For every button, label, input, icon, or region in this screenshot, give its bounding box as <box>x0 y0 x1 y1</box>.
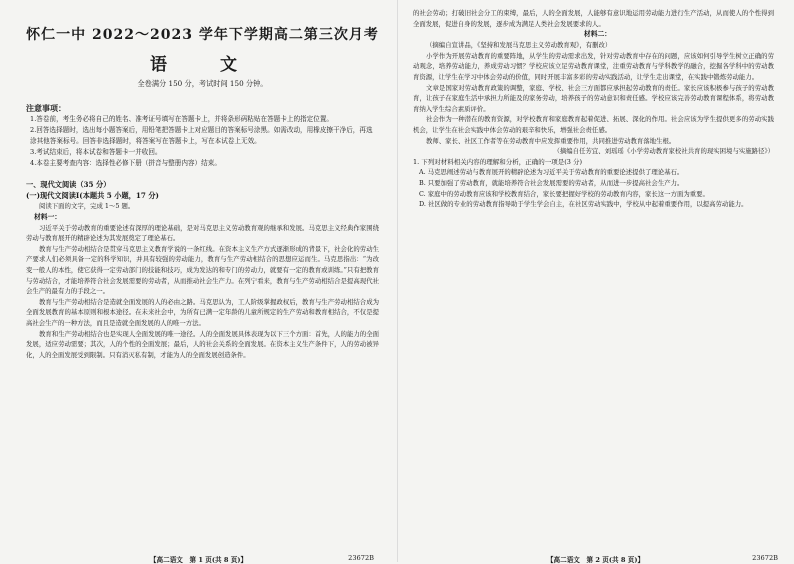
paragraph: 教育和生产劳动相结合也是实现人全面发展的唯一途径。人的全面发展具体表现为以下三个方面：首先，人的能力的全面发展，适应劳动需要；其次，人的个性的全面发展；最后，人的社会关系的全面发展。在资本主义生产条件下，人的劳动被异化，人的全面发展受到限制。只有消灭私有制，才能为人的全面发展创造条件。 <box>26 329 379 359</box>
option-c: C. 家庭中的劳动教育应该和学校教育结合，家长要把握好学校的劳动教育内容，家长这一方面为重要。 <box>419 189 709 198</box>
material-label: 材料一： <box>34 212 62 221</box>
page-1-code: 23672B <box>348 554 374 562</box>
paragraph: 教育与生产劳动相结合是贯穿马克思主义教育学说的一条红线。在资本主义生产方式逐渐形成的背景下，社会化的劳动生产要求人们必须具备一定的科学知识，并具有较强的劳动能力，教育与生产劳动相结合的思想应运而生。马克思指出：“为改变一般人的本性，使它获得一定劳动部门的技能和技巧，成为发达的和专门的劳动力，就要有一定的教育或训练。”只有把教育与劳动结合，才能培养符合社会发展需要的劳动者，从而推动社会生产力。在列宁看来，教育与生产劳动相结合是提高现代社会生产的最有力的手段之一。 <box>26 244 379 296</box>
option-d: D. 社区做的专业的劳动教育指导助于学生学会自主，在社区劳动实践中，学校从中起着重要作用，以提高劳动能力。 <box>419 200 748 209</box>
paragraph: 习近平关于劳动教育的重要论述有深厚的理论基础，是对马克思主义劳动教育观的继承和发展。马克思主义经典作家围绕劳动与教育展开的精辟论述为其发展奠定了理论基石。 <box>26 223 379 243</box>
score-note: 全卷满分 150 分，考试时间 150 分钟。 <box>137 79 268 88</box>
paragraph: 教师、家长、社区工作者等在劳动教育中应发挥重要作用，共同推进劳动教育落地生根。 <box>426 136 676 145</box>
notice-item: 3.考试结束后，将本试卷和答题卡一并收回。 <box>30 148 162 156</box>
page-1-label: 【高二语文 第 1 页(共 8 页)】 <box>149 556 248 564</box>
notice-item: 2.回答选择题时，选出每小题答案后，用铅笔把答题卡上对应题目的答案标号涂黑。如需改动，用橡皮擦干净后，再选涂其他答案标号。回答非选择题时，将答案写在答题卡上，写在本试卷上无效。 <box>30 126 373 145</box>
page-2 <box>397 0 794 562</box>
paragraph: 的社会劳动；打破旧社会分工的束缚，最后，人的全面发展，人能够有意识地运用劳动能力进行生产活动，从而使人的个性得到全面发展，促进自身的发展，逐步成为满足人类社会发展要求的人。 <box>413 9 774 28</box>
paragraph: 社会作为一种潜在的教育资源，对学校教育和家庭教育起着促进、拓展、深化的作用。社会应该为学生提供更多的劳动实践机会，让学生在社会实践中体会劳动的艰辛和快乐，增强社会责任感。 <box>413 115 774 134</box>
source-note: （摘编自任芳宜、刘瑶瑶《小学劳动教育家校社共育的现实困境与实施路径》） <box>553 147 774 156</box>
paragraph: 教育与生产劳动相结合是造就全面发展的人的必由之路。马克思认为，工人阶级掌握政权后，教育与生产劳动相结合成为全面发展教育的基本原则和根本途径。在未来社会中，为所有已满一定年龄的儿童所规定的生产劳动和教育相结合，不仅是提高社会生产的一种方法，而且是造就全面发展的人的唯一方法。 <box>26 297 379 327</box>
notice-item: 1.答卷前，考生务必将自己的姓名、准考证号填写在答题卡上，并将条形码粘贴在答题卡上的指定位置。 <box>30 115 334 123</box>
instruction: 阅读下面的文字，完成 1～5 题。 <box>39 202 135 210</box>
page-1 <box>0 0 397 562</box>
option-b: B. 只要加强了劳动教育，就能培养符合社会发展需要的劳动者，从而进一步提高社会生产力。 <box>419 178 684 187</box>
subsection-heading: (一)现代文阅读Ⅰ(本题共 5 小题，17 分) <box>26 191 159 200</box>
exam-title: 怀仁一中 2022～2023 学年下学期高二第三次月考 <box>26 27 379 43</box>
page-2-label: 【高二语文 第 2 页(共 8 页)】 <box>546 556 645 564</box>
page-2-code: 23672B <box>752 554 778 562</box>
notice-heading: 注意事项： <box>26 103 66 113</box>
source-note: （摘编自宣讲品，《坚持和发展马克思主义劳动教育观》，有删改） <box>426 41 612 50</box>
subject-title: 语 文 <box>150 55 255 75</box>
question-1: 1. 下列对材料相关内容的理解和分析，正确的一项是(3 分) <box>413 157 583 166</box>
paragraph: 文章是国家对劳动教育政策的调整，家庭、学校、社会三方面都应承担起劳动教育的责任。家长应该积极参与孩子的劳动教育，让孩子在家庭生活中承担力所能及的家务劳动，培养孩子的劳动意识和责任感。学校应该完善劳动教育课程体系，将劳动教育纳入学生综合素质评价。 <box>413 83 774 113</box>
paragraph: 小学作为开展劳动教育的重要阵地，从学生的劳动需求出发，针对劳动教育中存在的问题，应该如何引导学生树立正确的劳动观念，培养劳动能力，养成劳动习惯？学校应该立足劳动教育课堂，注重劳动教育与学科教学的融合，挖掘各学科中的劳动教育资源，让学生在学习中体会劳动的价值，同时开展丰富多彩的劳动实践活动，让学生走出课堂，在实践中锻炼劳动能力。 <box>413 51 774 81</box>
material-label: 材料二： <box>583 30 612 39</box>
section-heading: 一、现代文阅读（35 分） <box>26 180 111 189</box>
notice-item: 4.本卷主要考查内容：选择性必修下册（拼音与整册内容）结束。 <box>30 159 221 167</box>
option-a: A. 马克思阐述劳动与教育展开的精辟论述为习近平关于劳动教育的重要论述提供了理论基石。 <box>419 168 684 177</box>
